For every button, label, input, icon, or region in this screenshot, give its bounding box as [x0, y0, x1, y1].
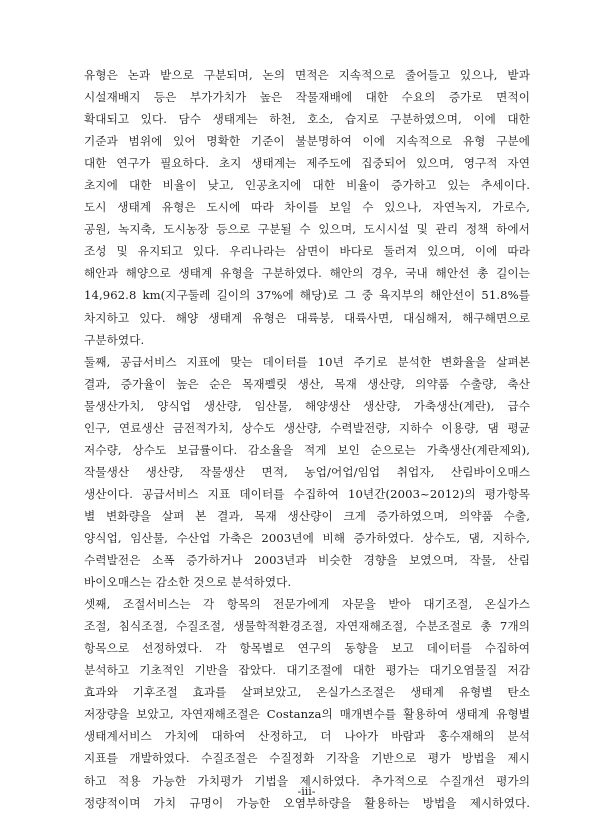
text-line: 정량적이며 가치 규명이 가능한 오염부하량을 활용하는 방법을 제시하였다. — [84, 795, 530, 810]
body-text — [84, 64, 530, 814]
text-line: 셋째, 조절서비스는 각 항목의 전문가에게 자문을 받아 대기조절, 온실가스 — [84, 597, 530, 612]
text-line: 물생산가치, 양식업 생산량, 임산물, 해양생산 생산량, 가축생산(계란), 급수 — [84, 398, 530, 413]
text-line: 공원, 녹지축, 도시농장 등으로 구분될 수 있으며, 도시시설 및 관리 정책 하에서 — [84, 222, 530, 237]
text-line: 저장량을 보았고, 자연재해조절은 Costanza의 매개변수를 활용하여 생태계 유형별 — [84, 707, 530, 722]
text-line: 둘째, 공급서비스 지표에 맞는 데이터를 10년 주기로 분석한 변화율을 살펴본 — [84, 354, 530, 369]
text-line: 차지하고 있다. 해양 생태계 유형은 대륙붕, 대륙사면, 대심해저, 해구해면으로 — [84, 310, 530, 325]
text-line: 기준과 범위에 있어 명확한 기준이 불분명하여 이에 지속적으로 유형 구분에 — [84, 134, 530, 149]
text-line: 도시 생태계 유형은 도시에 따라 차이를 보일 수 있으나, 자연녹지, 가로수, — [84, 200, 530, 215]
text-line: 14,962.8 km(지구둘레 길이의 37%에 해당)로 그 중 육지부의 해안선이 51.8%를 — [84, 288, 530, 303]
text-line: 항목으로 선정하였다. 각 항목별로 연구의 동향을 보고 데이터를 수집하여 — [84, 641, 530, 656]
text-line: 생산이다. 공급서비스 지표 데이터를 수집하여 10년간(2003~2012)의 평가항목 — [84, 486, 530, 501]
text-line: 대한 연구가 필요하다. 초지 생태계는 제주도에 집중되어 있으며, 영구적 자연 — [84, 156, 530, 171]
text-line: 수력발전은 소폭 증가하거나 2003년과 비슷한 경향을 보였으며, 작물, 산림 — [84, 553, 530, 568]
text-line: 구분하였다. — [84, 332, 145, 347]
text-line: 결과, 증가율이 높은 순은 목재펠릿 생산, 목재 생산량, 의약품 수출량, 축산 — [84, 376, 530, 391]
text-line: 양식업, 임산물, 수산업 가축은 2003년에 비해 증가하였다. 상수도, 댐, 지하수, — [84, 530, 530, 545]
text-line: 확대되고 있다. 담수 생태계는 하천, 호소, 습지로 구분하였으며, 이에 대한 — [84, 112, 530, 127]
text-line: 해안과 해양으로 생태계 유형을 구분하였다. 해안의 경우, 국내 해안선 총 길이는 — [84, 266, 530, 281]
text-line: 조성 및 유지되고 있다. 우리나라는 삼면이 바다로 둘러져 있으며, 이에 따라 — [84, 244, 530, 259]
text-line: 저수량, 상수도 보급률이다. 감소율을 적게 보인 순으로는 가축생산(계란제외), — [84, 442, 530, 457]
text-line: 생태계서비스 가치에 대하여 산정하고, 더 나아가 바람과 홍수재해의 분석 — [84, 729, 530, 744]
page-number: -iii- — [297, 785, 316, 798]
text-line: 초지에 대한 비율이 낮고, 인공초지에 대한 비율이 증가하고 있는 추세이다. — [84, 178, 530, 193]
text-line: 조절, 침식조절, 수질조절, 생물학적환경조절, 자연재해조절, 수분조절로 총 7개의 — [84, 619, 530, 634]
text-line: 시설재배지 등은 부가가치가 높은 작물재배에 대한 수요의 증가로 면적이 — [84, 90, 530, 105]
text-line: 지표를 개발하였다. 수질조절은 수질정화 기작을 기반으로 평가 방법을 제시 — [84, 751, 530, 766]
text-line: 하고 적용 가능한 가치평가 기법을 제시하였다. 추가적으로 수질개선 평가의 — [84, 773, 530, 788]
text-line: 작물생산 생산량, 작물생산 면적, 농업/어업/임업 취업자, 산림바이오매스 — [84, 464, 530, 479]
text-line: 인구, 연료생산 금전적가치, 상수도 생산량, 수력발전량, 지하수 이용량, 댐 평균 — [84, 420, 530, 435]
text-line: 바이오매스는 감소한 것으로 분석하였다. — [84, 575, 292, 590]
text-line: 분석하고 기초적인 기반을 잡았다. 대기조절에 대한 평가는 대기오염물질 저감 — [84, 663, 530, 678]
text-line: 별 변화량을 살펴 본 결과, 목재 생산량이 크게 증가하였으며, 의약품 수출, — [84, 508, 530, 523]
text-line: 유형은 논과 밭으로 구분되며, 논의 면적은 지속적으로 줄어들고 있으나, 밭과 — [84, 68, 530, 82]
text-line: 효과와 기후조절 효과를 살펴보았고, 온실가스조절은 생태계 유형별 탄소 — [84, 685, 530, 700]
